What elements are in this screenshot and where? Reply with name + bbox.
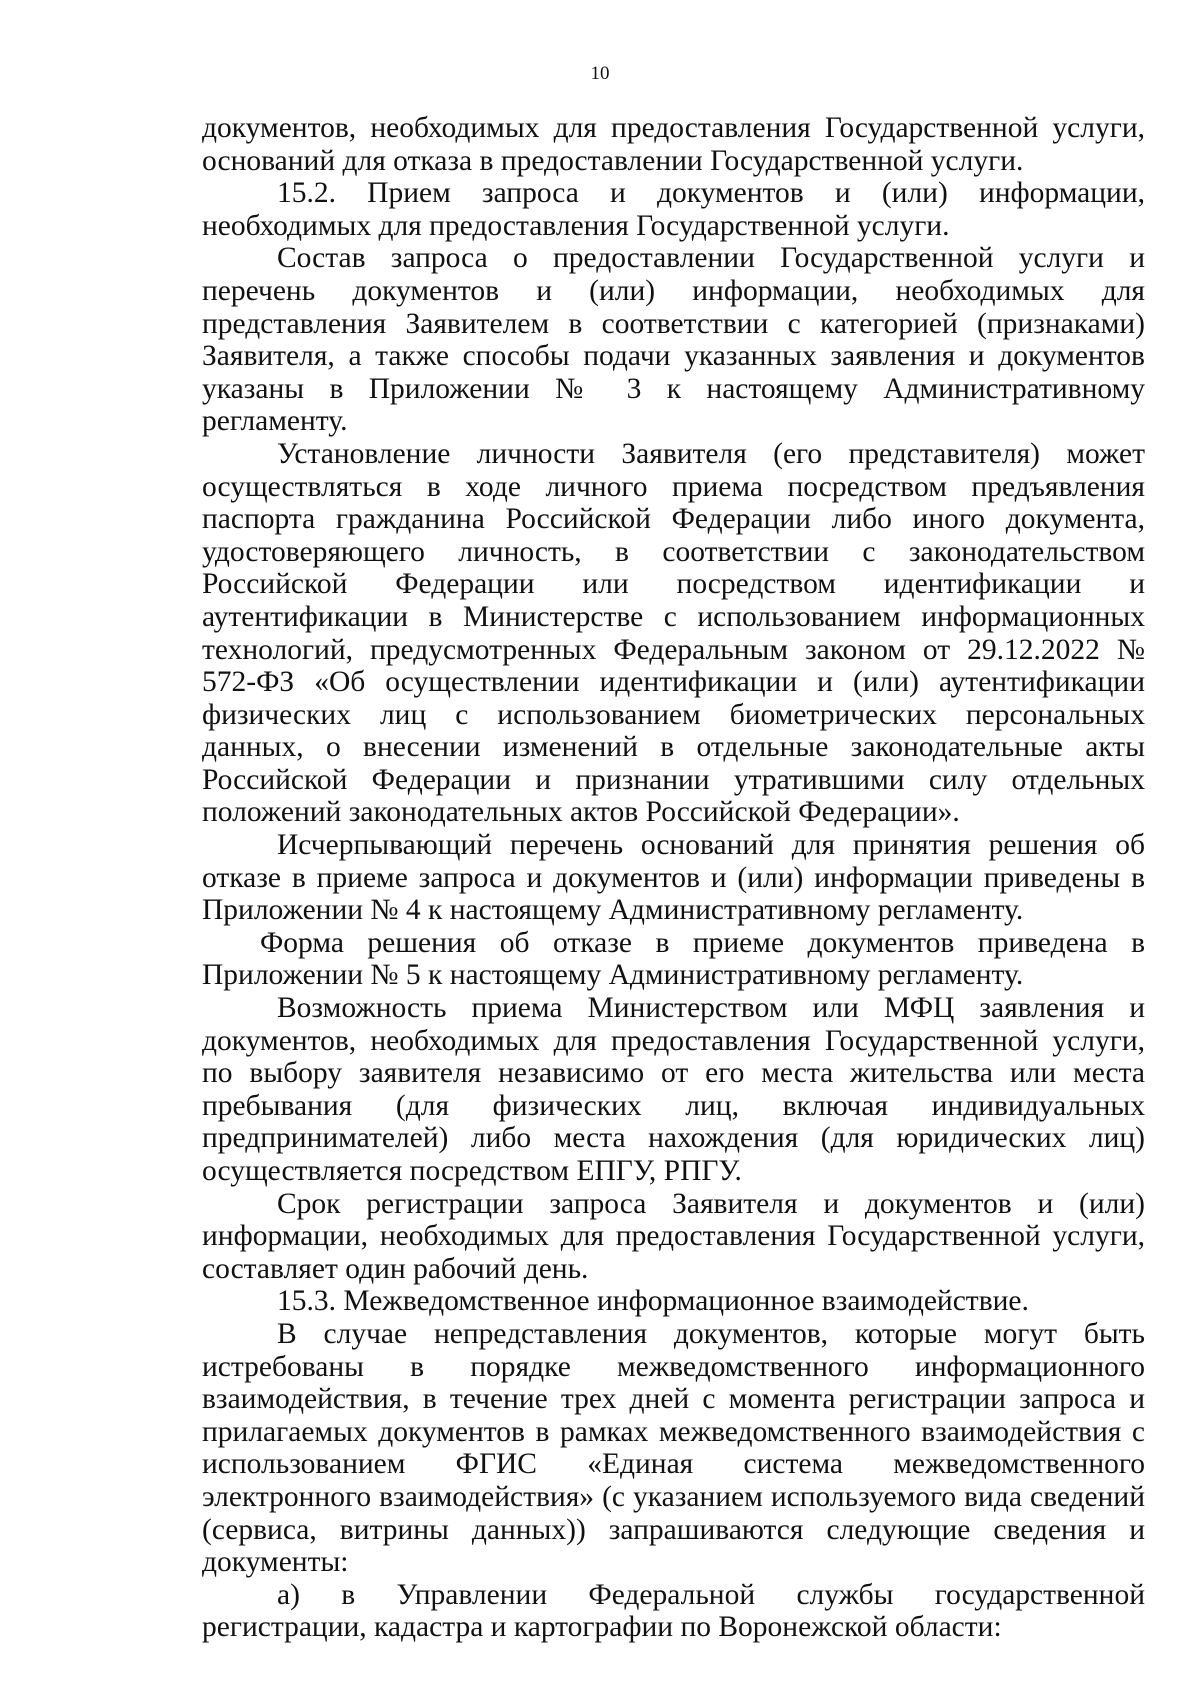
- paragraph-section-15-3: 15.3. Межведомственное информационное взаимодействие.: [277, 1285, 1029, 1318]
- paragraph-refusal-form: Форма решения об отказе в приеме документов приведена в Приложении № 5 к настоящему Административному регламенту.: [202, 926, 1145, 992]
- paragraph-item-a: а) в Управлении Федеральной службы государственной регистрации, кадастра и картографии по Воронежской области:: [202, 1578, 1145, 1644]
- paragraph-identity-verification: Установление личности Заявителя (его представителя) может осуществляться в ходе личного приема посредством предъявления паспорта гражданина Российской Федерации либо иного документа, удостоверяющего личность, в соответствии с законодательством Российской Федерации или посредством идентификации и аутентификации в Министерстве с использованием информационных технологий, предусмотренных Федеральным законом от 29.12.2022 № 572-ФЗ «Об осуществлении идентификации и (или) аутентификации физических лиц с использованием биометрических персональных данных, о внесении изменений в отдельные законодательные акты Российской Федерации и признании утратившими силу отдельных положений законодательных актов Российской Федерации».: [202, 437, 1145, 829]
- paragraph-section-15-2: 15.2. Прием запроса и документов и (или) информации, необходимых для предоставления Государственной услуги.: [202, 177, 1145, 242]
- paragraph-request-composition: Состав запроса о предоставлении Государственной услуги и перечень документов и (или) информации, необходимых для представления Заявителем в соответствии с категорией (признаками) Заявителя, а также способы подачи указанных заявления и документов указаны в Приложении № 3 к настоящему Административному регламенту.: [202, 242, 1145, 438]
- paragraph-acceptance-possibility: Возможность приема Министерством или МФЦ заявления и документов, необходимых для предоставления Государственной услуги, по выбору заявителя независимо от его места жительства или места пребывания (для физических лиц, включая индивидуальных предпринимателей) либо места нахождения (для юридических лиц) осуществляется посредством ЕПГУ, РПГУ.: [202, 992, 1145, 1187]
- document-body: [202, 112, 1145, 1644]
- paragraph-continuation: документов, необходимых для предоставления Государственной услуги, оснований для отказа в предоставлении Государственной услуги.: [202, 112, 1145, 177]
- page-number: 10: [590, 63, 610, 84]
- paragraph-registration-term: Срок регистрации запроса Заявителя и документов и (или) информации, необходимых для предоставления Государственной услуги, составляет один рабочий день.: [202, 1187, 1145, 1285]
- paragraph-refusal-grounds: Исчерпывающий перечень оснований для принятия решения об отказе в приеме запроса и документов и (или) информации приведены в Приложении № 4 к настоящему Административному регламенту.: [202, 829, 1145, 927]
- paragraph-interagency-request: В случае непредставления документов, которые могут быть истребованы в порядке межведомственного информационного взаимодействия, в течение трех дней с момента регистрации запроса и прилагаемых документов в рамках межведомственного взаимодействия с использованием ФГИС «Единая система межведомственного электронного взаимодействия» (с указанием используемого вида сведений (сервиса, витрины данных)) запрашиваются следующие сведения и документы:: [202, 1317, 1145, 1579]
